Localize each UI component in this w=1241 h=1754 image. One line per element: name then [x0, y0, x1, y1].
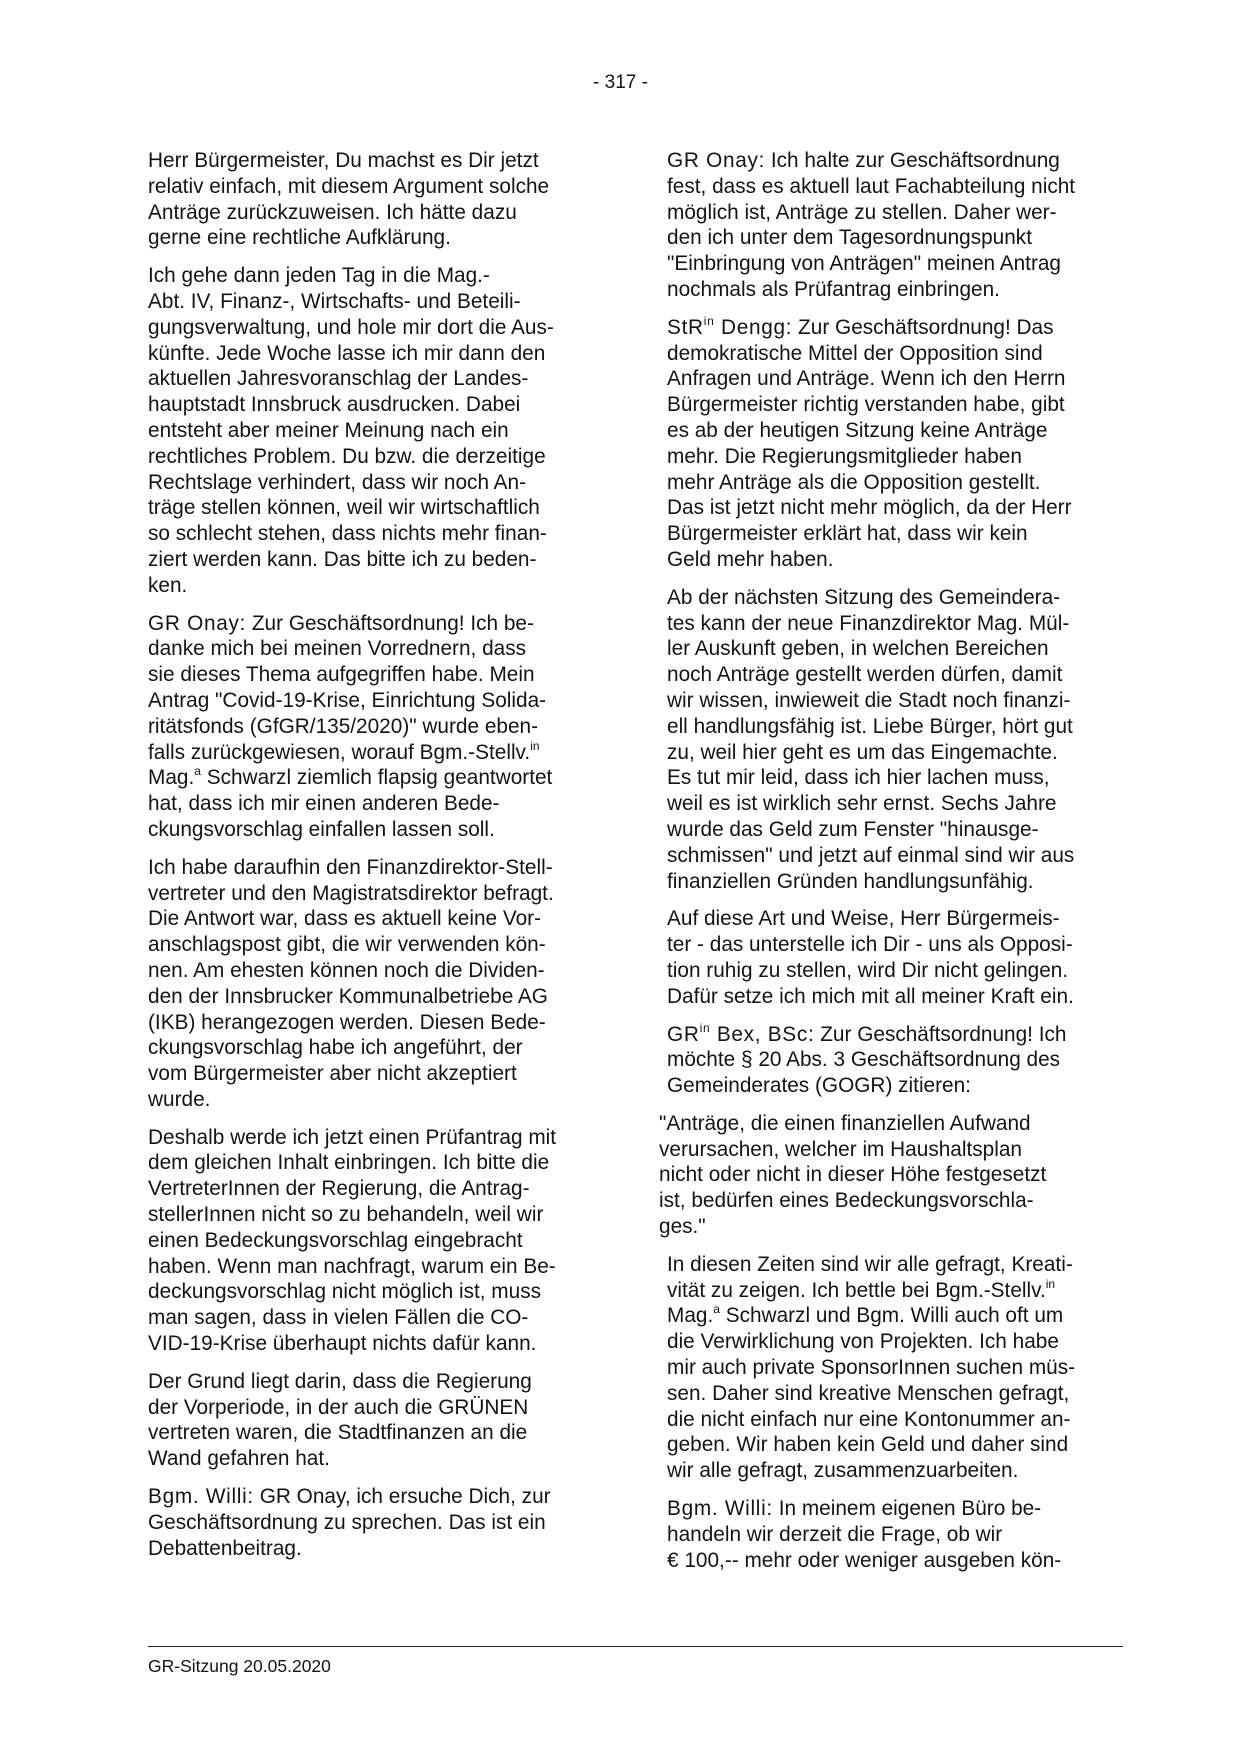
speaker-name: GR Onay:	[148, 611, 247, 635]
paragraph	[667, 1252, 1122, 1484]
speaker-surname: Bex, BSc:	[710, 1022, 815, 1046]
speaker-title: StR	[667, 315, 704, 339]
superscript: in	[703, 313, 715, 328]
paragraph-bex	[667, 1022, 1122, 1099]
footer-session-date: GR-Sitzung 20.05.2020	[148, 1656, 331, 1676]
superscript: in	[699, 1020, 711, 1035]
speaker-name: Bgm. Willi:	[148, 1485, 254, 1509]
speech-text: Schwarzl ziemlich flapsig geantwortet hat, dass ich mir einen anderen Bede- ckungsvorschlag einfallen lassen soll.	[148, 766, 553, 841]
speech-text: Ich halte zur Geschäftsordnung fest, dass es aktuell laut Fachabteilung nicht möglich ist, Anträge zu stellen. Daher wer- den ich unter dem Tagesordnungspunkt "Einbringung von Anträgen" meinen Antrag nochmals als Prüfantrag einbringen.	[667, 149, 1076, 301]
speech-text: Zur Geschäftsordnung! Ich be- danke mich bei meinen Vorrednern, dass sie dieses Thema aufgegriffen habe. Mein Antrag "Covid-19-Krise, Einrichtung Solida- ritätsfonds (GfGR/135/2020)" wurde eben- falls zurückgewiesen, worauf Bgm.-Stellv.	[148, 611, 547, 764]
speech-text: Zur Geschäftsordnung! Ich möchte § 20 Abs. 3 Geschäftsordnung des Gemeinderates (GOGR) zitieren:	[667, 1022, 1067, 1098]
speech-text: In diesen Zeiten sind wir alle gefragt, Kreati- vität zu zeigen. Ich bettle bei Bgm.-Stellv.	[667, 1252, 1073, 1302]
paragraph: Ich gehe dann jeden Tag in die Mag.- Abt. IV, Finanz-, Wirtschafts- und Beteili- gungsverwaltung, und hole mir dort die Aus- künfte. Jede Woche lasse ich mir dann den aktuellen Jahresvoranschlag der Landes- hauptstadt Innsbruck ausdrucken. Dabei entsteht aber meiner Meinung nach ein rechtliches Problem. Du bzw. die derzeitige Rechtslage verhindert, dass wir noch An- träge stellen können, weil wir wirtschaftlich so schlecht stehen, dass nichts mehr finan- ziert werden kann. Das bitte ich zu beden- ken.	[148, 264, 554, 597]
paragraph: Ich habe daraufhin den Finanzdirektor-Stell- vertreter und den Magistratsdirektor befragt. Die Antwort war, dass es aktuell keine Vor- anschlagspost gibt, die wir verwenden kön- nen. Am ehesten können noch die Dividen- den der Innsbrucker Kommunalbetriebe AG (IKB) herangezogen werden. Diesen Bede- ckungsvorschlag habe ich angeführt, der vom Bürgermeister aber nicht akzeptiert wurde.	[148, 855, 554, 1111]
speaker-name: Bgm. Willi:	[667, 1497, 773, 1521]
left-column	[148, 148, 603, 1573]
speaker-name	[667, 1020, 815, 1046]
paragraph: Deshalb werde ich jetzt einen Prüfantrag mit dem gleichen Inhalt einbringen. Ich bitte die VertreterInnen der Regierung, die Antrag- stellerInnen nicht so zu behandeln, weil wir einen Bedeckungsvorschlag eingebracht haben. Wenn man nachfragt, warum ein Be- deckungsvorschlag nicht möglich ist, muss man sagen, dass in vielen Fällen die CO- VID-19-Krise überhaupt nichts dafür kann.	[148, 1125, 557, 1356]
speaker-name	[667, 313, 793, 339]
speech-text: Mag.	[148, 766, 195, 790]
speech-text: Mag.	[667, 1304, 714, 1328]
paragraph-dengg	[667, 315, 1122, 573]
speaker-name: GR Onay:	[667, 149, 766, 172]
superscript: in	[1045, 1276, 1056, 1291]
speech-text: Zur Geschäftsordnung! Das demokratische Mittel der Opposition sind Anfragen und Anträge. Wenn ich den Herrn Bürgermeister richtig verstanden habe, gibt es ab der heutigen Sitzung keine Anträge mehr. Die Regierungsmitglieder haben mehr Anträge als die Opposition gestellt. Das ist jetzt nicht mehr möglich, da der Herr Bürgermeister erklärt hat, dass wir kein Geld mehr haben.	[667, 315, 1072, 571]
speech-text: GR Onay, ich ersuche Dich, zur Geschäftsordnung zu sprechen. Das ist ein Debattenbeitrag.	[148, 1485, 551, 1560]
speaker-surname: Dengg:	[714, 315, 793, 339]
superscript: a	[713, 1302, 720, 1317]
paragraph-onay	[667, 148, 1122, 303]
paragraph-willi	[148, 1484, 603, 1561]
page-number: - 317 -	[593, 72, 648, 93]
paragraph: Der Grund liegt darin, dass die Regierung der Vorperiode, in der auch die GRÜNEN vertreten waren, die Stadtfinanzen an die Wand gefahren hat.	[148, 1369, 532, 1471]
right-column	[659, 148, 1122, 1585]
speech-text: Schwarzl und Bgm. Willi auch oft um die Verwirklichung von Projekten. Ich habe mir auch private SponsorInnen suchen müs- sen. Daher sind kreative Menschen gefragt, die nicht einfach nur eine Kontonummer an- geben. Wir haben kein Geld und daher sind wir alle gefragt, zusammenzuarbeiten.	[667, 1304, 1076, 1483]
superscript: a	[194, 764, 201, 779]
paragraph: Auf diese Art und Weise, Herr Bürgermeis- ter - das unterstelle ich Dir - uns als Opposi- tion ruhig zu stellen, wird Dir nicht gelingen. Dafür setze ich mich mit all meiner Kraft ein.	[667, 907, 1074, 1008]
superscript: in	[530, 738, 540, 753]
speech-text: In meinem eigenen Büro be- handeln wir derzeit die Frage, ob wir € 100,-- mehr oder weniger ausgeben kön-	[667, 1497, 1062, 1572]
speaker-title: GR	[667, 1022, 700, 1046]
paragraph-onay	[148, 611, 603, 843]
paragraph: Ab der nächsten Sitzung des Gemeindera- tes kann der neue Finanzdirektor Mag. Mül- ler Auskunft geben, in welchen Bereichen noch Anträge gestellt werden dürfen, damit wir wissen, inwieweit die Stadt noch finanzi- ell handlungsfähig ist. Liebe Bürger, hört gut zu, weil hier geht es um das Eingemachte. Es tut mir leid, dass ich hier lachen muss, weil es ist wirklich sehr ernst. Sechs Jahre wurde das Geld zum Fenster "hinausge- schmissen" und jetzt auf einmal sind wir aus finanziellen Gründen handlungsunfähig.	[667, 585, 1075, 893]
quote-paragraph: "Anträge, die einen finanziellen Aufwand verursachen, welcher im Haushaltsplan nicht oder nicht in dieser Höhe festgesetzt ist, bedürfen eines Bedeckungsvorschla- ges."	[659, 1111, 1047, 1239]
paragraph-willi	[667, 1496, 1122, 1573]
paragraph: Herr Bürgermeister, Du machst es Dir jetzt relativ einfach, mit diesem Argument solche Anträge zurückzuweisen. Ich hätte dazu gerne eine rechtliche Aufklärung.	[148, 149, 550, 250]
footer-divider	[148, 1646, 1123, 1647]
